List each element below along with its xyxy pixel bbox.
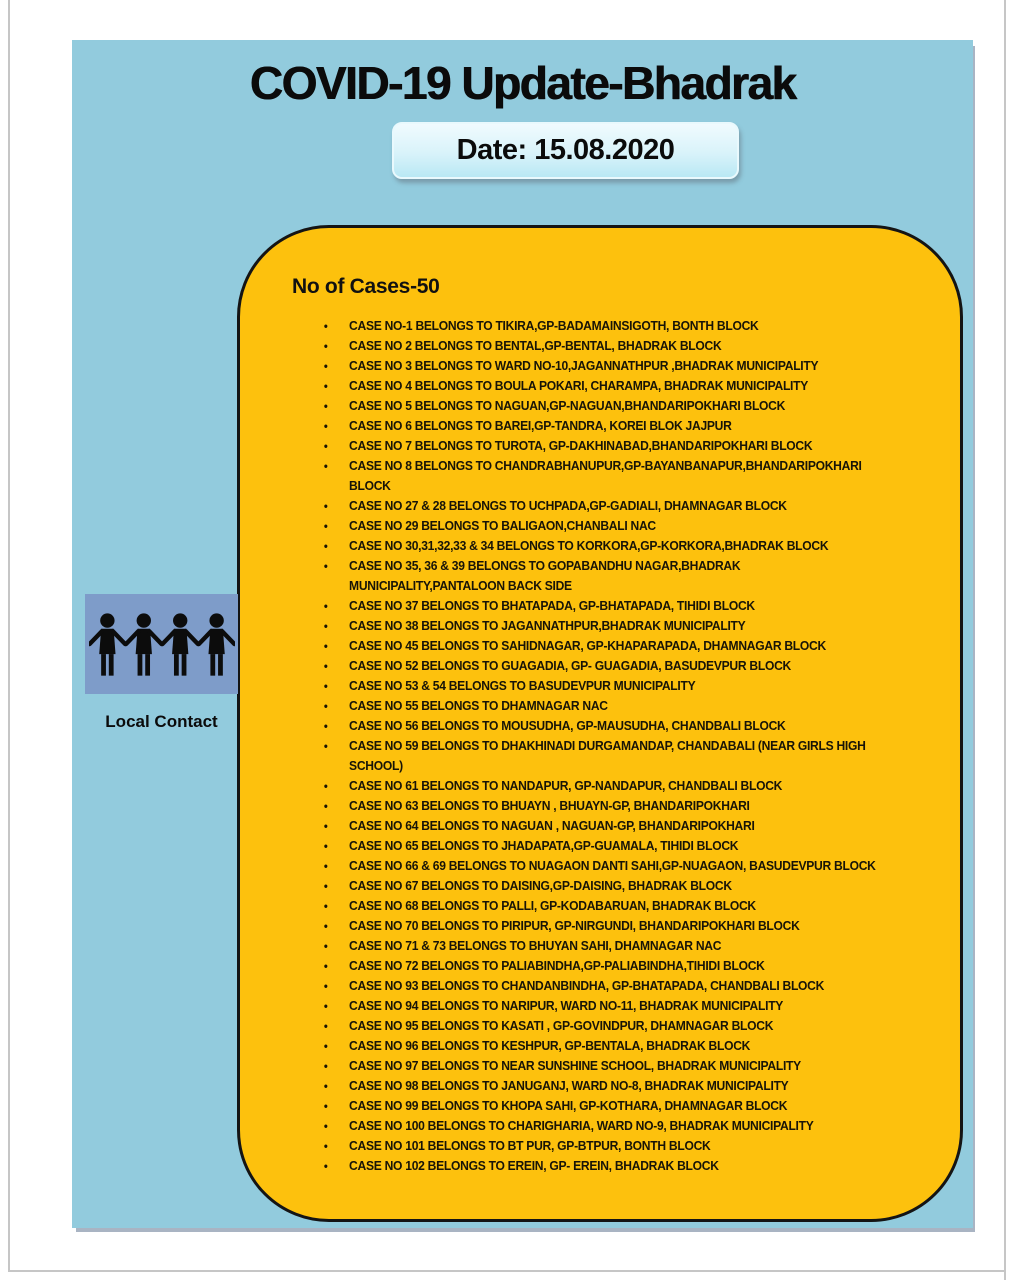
bullet-icon: • — [323, 979, 328, 993]
list-item — [323, 836, 892, 856]
bullet-icon: • — [323, 999, 328, 1013]
bullet-icon: • — [323, 1099, 328, 1113]
bullet-icon: • — [323, 1119, 328, 1133]
list-item — [323, 656, 892, 676]
list-item — [323, 856, 892, 876]
list-item — [323, 976, 892, 996]
cases-heading: No of Cases-50 — [292, 275, 440, 298]
bullet-icon: • — [323, 519, 328, 533]
bullet-icon: • — [323, 779, 328, 793]
bullet-icon: • — [323, 1039, 328, 1053]
list-item — [323, 1036, 892, 1056]
list-item — [323, 896, 892, 916]
case-text: CASE NO 45 BELONGS TO SAHIDNAGAR, GP-KHAPARAPADA, DHAMNAGAR BLOCK — [349, 638, 826, 653]
cases-card — [237, 225, 963, 1222]
case-text: CASE NO 27 & 28 BELONGS TO UCHPADA,GP-GADIALI, DHAMNAGAR BLOCK — [349, 498, 787, 513]
list-item — [323, 956, 892, 976]
list-item — [323, 1016, 892, 1036]
case-text: CASE NO 52 BELONGS TO GUAGADIA, GP- GUAGADIA, BASUDEVPUR BLOCK — [349, 658, 791, 673]
case-text: CASE NO 66 & 69 BELONGS TO NUAGAON DANTI SAHI,GP-NUAGAON, BASUDEVPUR BLOCK — [349, 858, 876, 873]
bullet-icon: • — [323, 899, 328, 913]
case-text: CASE NO 35, 36 & 39 BELONGS TO GOPABANDHU NAGAR,BHADRAK MUNICIPALITY,PANTALOON BACK SIDE — [349, 558, 741, 593]
case-text: CASE NO 6 BELONGS TO BAREI,GP-TANDRA, KOREI BLOK JAJPUR — [349, 418, 732, 433]
list-item — [323, 1056, 892, 1076]
content-panel — [72, 40, 973, 1228]
list-item — [323, 376, 892, 396]
bullet-icon: • — [323, 499, 328, 513]
bullet-icon: • — [323, 939, 328, 953]
list-item — [323, 536, 892, 556]
list-item — [323, 1116, 892, 1136]
list-item — [323, 636, 892, 656]
list-item — [323, 1076, 892, 1096]
bullet-icon: • — [323, 699, 328, 713]
list-item — [323, 1156, 892, 1176]
page-border-right — [1004, 0, 1006, 1280]
people-holding-hands-icon — [89, 610, 235, 679]
bullet-icon: • — [323, 919, 328, 933]
case-text: CASE NO 71 & 73 BELONGS TO BHUYAN SAHI, DHAMNAGAR NAC — [349, 938, 722, 953]
bullet-icon: • — [323, 1019, 328, 1033]
case-text: CASE NO 100 BELONGS TO CHARIGHARIA, WARD NO-9, BHADRAK MUNICIPALITY — [349, 1118, 814, 1133]
bullet-icon: • — [323, 419, 328, 433]
bullet-icon: • — [323, 959, 328, 973]
local-contact-figure — [85, 594, 238, 694]
bullet-icon: • — [323, 359, 328, 373]
bullet-icon: • — [323, 839, 328, 853]
bullet-icon: • — [323, 319, 328, 333]
list-item — [323, 716, 892, 736]
list-item — [323, 596, 892, 616]
bullet-icon: • — [323, 399, 328, 413]
bullet-icon: • — [323, 379, 328, 393]
list-item — [323, 776, 892, 796]
case-text: CASE NO 96 BELONGS TO KESHPUR, GP-BENTALA, BHADRAK BLOCK — [349, 1038, 751, 1053]
case-text: CASE NO 59 BELONGS TO DHAKHINADI DURGAMANDAP, CHANDABALI (NEAR GIRLS HIGH SCHOOL) — [349, 738, 866, 773]
bullet-icon: • — [323, 1159, 328, 1173]
date-badge — [392, 122, 739, 179]
list-item — [323, 436, 892, 456]
list-item — [323, 736, 892, 776]
bullet-icon: • — [323, 859, 328, 873]
list-item — [323, 1096, 892, 1116]
list-item — [323, 676, 892, 696]
case-text: CASE NO 99 BELONGS TO KHOPA SAHI, GP-KOTHARA, DHAMNAGAR BLOCK — [349, 1098, 788, 1113]
list-item — [323, 936, 892, 956]
case-text: CASE NO 93 BELONGS TO CHANDANBINDHA, GP-BHATAPADA, CHANDBALI BLOCK — [349, 978, 825, 993]
bullet-icon: • — [323, 799, 328, 813]
list-item — [323, 796, 892, 816]
case-text: CASE NO 68 BELONGS TO PALLI, GP-KODABARUAN, BHADRAK BLOCK — [349, 898, 756, 913]
case-text: CASE NO 61 BELONGS TO NANDAPUR, GP-NANDAPUR, CHANDBALI BLOCK — [349, 778, 783, 793]
case-text: CASE NO 56 BELONGS TO MOUSUDHA, GP-MAUSUDHA, CHANDBALI BLOCK — [349, 718, 786, 733]
case-text: CASE NO 65 BELONGS TO JHADAPATA,GP-GUAMALA, TIHIDI BLOCK — [349, 838, 739, 853]
list-item — [323, 696, 892, 716]
bullet-icon: • — [323, 639, 328, 653]
case-text: CASE NO 94 BELONGS TO NARIPUR, WARD NO-11, BHADRAK MUNICIPALITY — [349, 998, 784, 1013]
case-text: CASE NO 98 BELONGS TO JANUGANJ, WARD NO-8, BHADRAK MUNICIPALITY — [349, 1078, 789, 1093]
case-text: CASE NO 8 BELONGS TO CHANDRABHANUPUR,GP-BAYANBANAPUR,BHANDARIPOKHARI BLOCK — [349, 458, 862, 493]
list-item — [323, 996, 892, 1016]
case-text: CASE NO 5 BELONGS TO NAGUAN,GP-NAGUAN,BHANDARIPOKHARI BLOCK — [349, 398, 786, 413]
case-text: CASE NO 97 BELONGS TO NEAR SUNSHINE SCHOOL, BHADRAK MUNICIPALITY — [349, 1058, 801, 1073]
case-text: CASE NO 2 BELONGS TO BENTAL,GP-BENTAL, BHADRAK BLOCK — [349, 338, 722, 353]
case-text: CASE NO 72 BELONGS TO PALIABINDHA,GP-PALIABINDHA,TIHIDI BLOCK — [349, 958, 765, 973]
list-item — [323, 496, 892, 516]
bullet-icon: • — [323, 1059, 328, 1073]
case-text: CASE NO 30,31,32,33 & 34 BELONGS TO KORKORA,GP-KORKORA,BHADRAK BLOCK — [349, 538, 829, 553]
list-item — [323, 1136, 892, 1156]
list-item — [323, 396, 892, 416]
page-border-bottom — [8, 1270, 1006, 1272]
case-text: CASE NO 63 BELONGS TO BHUAYN , BHUAYN-GP, BHANDARIPOKHARI — [349, 798, 750, 813]
case-text: CASE NO-1 BELONGS TO TIKIRA,GP-BADAMAINSIGOTH, BONTH BLOCK — [349, 318, 759, 333]
case-text: CASE NO 95 BELONGS TO KASATI , GP-GOVINDPUR, DHAMNAGAR BLOCK — [349, 1018, 774, 1033]
bullet-icon: • — [323, 339, 328, 353]
case-text: CASE NO 67 BELONGS TO DAISING,GP-DAISING, BHADRAK BLOCK — [349, 878, 732, 893]
case-text: CASE NO 64 BELONGS TO NAGUAN , NAGUAN-GP, BHANDARIPOKHARI — [349, 818, 755, 833]
list-item — [323, 556, 892, 596]
bullet-icon: • — [323, 439, 328, 453]
date-label: Date: 15.08.2020 — [456, 134, 675, 166]
bullet-icon: • — [323, 539, 328, 553]
list-item — [323, 416, 892, 436]
bullet-icon: • — [323, 819, 328, 833]
case-text: CASE NO 29 BELONGS TO BALIGAON,CHANBALI NAC — [349, 518, 656, 533]
case-text: CASE NO 7 BELONGS TO TUROTA, GP-DAKHINABAD,BHANDARIPOKHARI BLOCK — [349, 438, 813, 453]
case-text: CASE NO 55 BELONGS TO DHAMNAGAR NAC — [349, 698, 608, 713]
case-text: CASE NO 37 BELONGS TO BHATAPADA, GP-BHATAPADA, TIHIDI BLOCK — [349, 598, 755, 613]
local-contact-label: Local Contact — [105, 712, 218, 731]
bullet-icon: • — [323, 659, 328, 673]
list-item — [323, 356, 892, 376]
bullet-icon: • — [323, 559, 328, 573]
page-title: COVID-19 Update-Bhadrak — [249, 57, 796, 109]
list-item — [323, 336, 892, 356]
list-item — [323, 816, 892, 836]
case-text: CASE NO 53 & 54 BELONGS TO BASUDEVPUR MUNICIPALITY — [349, 678, 696, 693]
list-item — [323, 876, 892, 896]
case-text: CASE NO 3 BELONGS TO WARD NO-10,JAGANNATHPUR ,BHADRAK MUNICIPALITY — [349, 358, 819, 373]
bullet-icon: • — [323, 1139, 328, 1153]
list-item — [323, 916, 892, 936]
bullet-icon: • — [323, 599, 328, 613]
list-item — [323, 456, 892, 496]
case-text: CASE NO 4 BELONGS TO BOULA POKARI, CHARAMPA, BHADRAK MUNICIPALITY — [349, 378, 809, 393]
bullet-icon: • — [323, 619, 328, 633]
bullet-icon: • — [323, 1079, 328, 1093]
case-list — [323, 316, 892, 1176]
case-text: CASE NO 101 BELONGS TO BT PUR, GP-BTPUR, BONTH BLOCK — [349, 1138, 711, 1153]
bullet-icon: • — [323, 879, 328, 893]
case-text: CASE NO 102 BELONGS TO EREIN, GP- EREIN, BHADRAK BLOCK — [349, 1158, 719, 1173]
page-border-left — [8, 0, 10, 1272]
bullet-icon: • — [323, 679, 328, 693]
list-item — [323, 616, 892, 636]
bullet-icon: • — [323, 719, 328, 733]
bullet-icon: • — [323, 739, 328, 753]
case-text: CASE NO 70 BELONGS TO PIRIPUR, GP-NIRGUNDI, BHANDARIPOKHARI BLOCK — [349, 918, 800, 933]
list-item — [323, 316, 892, 336]
bullet-icon: • — [323, 459, 328, 473]
case-text: CASE NO 38 BELONGS TO JAGANNATHPUR,BHADRAK MUNICIPALITY — [349, 618, 746, 633]
list-item — [323, 516, 892, 536]
